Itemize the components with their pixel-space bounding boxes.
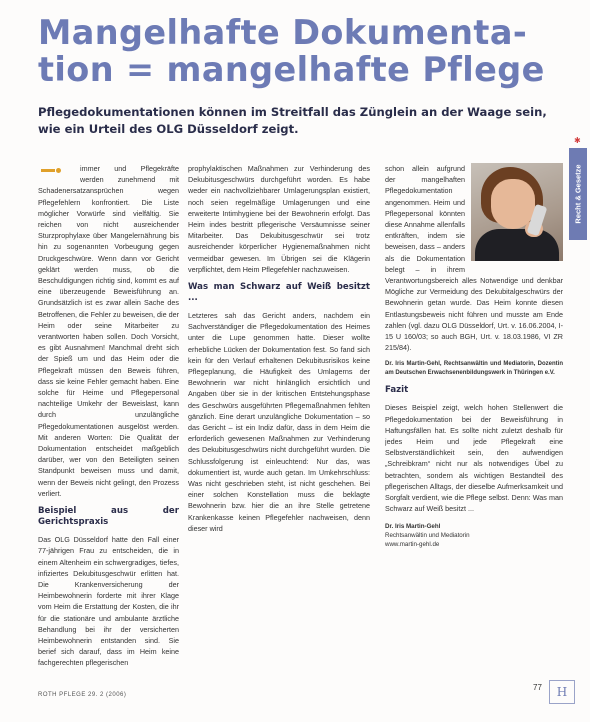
paragraph: [38, 163, 179, 499]
magazine-logo-icon: H: [549, 680, 575, 704]
paragraph: Das OLG Düsseldorf hatte den Fall einer 77-jährigen Frau zu entscheiden, die in einem Altenheim ein schwergradiges, tiefes, infiziertes Dekubitusgeschwür erlitten hat. Die Krankenversicherung der Heimbewohnerin forderte mit ihrer Klage vom Heim die Erstattung der Kosten, die ihr für die stationäre und ambulante ärztliche Behandlung bei ihr der versicherten Heimbewohnerin entstanden sind. Sie berief sich darauf, dass im Heim keine fachgerechten pflegerischen: [38, 535, 179, 668]
paragraph: prophylaktischen Maßnahmen zur Verhinderung des Dekubitusgeschwürs durchgeführt worden. Es habe weder ein nachvollziehbarer Umlagerungsplan existiert, noch seien regelmäßige Umlagerungen und eine erweiterte Intimhygiene bei der Bewohnerin erfolgt. Das Heim indes bestritt pflegerische Versäumnisse seiner Mitarbeiter. Das Dekubitusgeschwür sei trotz ausreichender körperlicher Hygienemaßnahmen nicht vermeidbar gewesen. Im Übrigen sei die Klägerin verpflichtet, dem Heim Pflegefehler nachzuweisen.: [188, 164, 370, 274]
paragraph: Dieses Beispiel zeigt, welch hohen Stellenwert die Pflegedokumentation bei der Beweisführung in Haftungsfällen hat. Es sollte nicht zuletzt deshalb für jedes Heim und jede Pflegekraft eine Selbstverständlichkeit sein, den aufwendigen „Schreibkram“ nicht nur als notwendiges Übel zu betrachten, sondern als wichtigen Bestandteil des pflegerischen Alltags, der dieselbe Aufmerksamkeit und Sorgfalt verdient, wie die Pflege selbst. Denn: Was man Schwarz auf Weiß besitzt ...: [385, 403, 563, 514]
column-2: [188, 163, 370, 668]
section-heading: Was man Schwarz auf Weiß besitzt ...: [188, 282, 370, 304]
section-heading: Beispiel aus der Gerichtspraxis: [38, 506, 179, 528]
intro-text: immer und Pflegekräfte werden zunehmend mit Schadenersatzansprüchen wegen Pflegefehlern konfrontiert. Die Liste möglicher Vorwürfe sind vielfältig. Sie reichen von nicht ausreichender Sturzprophylaxe über Mangelernährung bis hin zu sogenannten Vorbeugung gegen Druckgeschwüre. Wenn dann vor Gericht geklärt werden muss, ob die Beschuldigungen richtig sind, kommt es auf eine überzeugende Beweisführung an. Grundsätzlich ist es zwar allein Sache des Betroffenen, die Fehler zu beweisen, die der Heim oder seine Mitarbeiter zu verantworten haben sollen. Doch Vorsicht, es gibt Ausnahmen! Manchmal dreht sich der Spieß um und das Heim oder die Pflegekraft müssen den Beweis führen, dass sie keine Fehler gemacht haben. Eine solche für Heime und Pflegepersonal nachteilige Umkehr der Beweislast, kann durch unzulängliche Pflegedokumentationen ausgelöst werden. Mit anderen Worten: Die Qualität der Dokumentation entscheidet maßgeblich darüber, wer von den Beteiligten seinen Standpunkt beweisen muss und damit, wenn der Beweis nicht gelingt, den Prozess verliert.: [38, 164, 179, 498]
photo-caption: Dr. Iris Martin-Gehl, Rechtsanwältin und Mediatorin, Dozentin am Deutschen Erwachsenenbildungswerk in Thüringen e.V.: [385, 361, 563, 377]
journal-footer: ROTH PFLEGE 29. 2 (2006): [38, 692, 127, 698]
author-photo: [471, 163, 563, 261]
page-number: 77: [533, 683, 542, 692]
star-icon: ✱: [574, 136, 581, 145]
paragraph: Letzteres sah das Gericht anders, nachdem ein Sachverständiger die Pflegedokumentation des Heimes unter die Lupe genommen hatte. Dieser wollte erhebliche Lücken der Dokumentation fest. So fand sich kein für den Verlauf erhaltenen Dekubitusrisikos keine Pflegeplanung, die Häufigkeit des Umlagerns der Bewohnerin war nicht hinlänglich ersichtlich und Angaben über sie in der kritischen Entstehungsphase des Geschwürs ausgeführten Pflegemaßnahmen fehlten gänzlich. Eine derart unzulängliche Dokumentation – so das Gericht – ist ein Indiz dafür, dass in dem Heim die erforderlich gewesenen Maßnahmen zur Verhinderung des Dekubitusgeschwürs nicht durchgeführt wurden. Die Schlussfolgerung ist einleuchtend: Nur das, was dokumentiert ist, wurde auch getan. Im Umkehrschluss: Was nicht geschrieben steht, ist nicht geschehen. Bei einer solchen Konstellation muss die beklagte Bewohnerin bzw. hier die an ihre Stelle getretene Krankenkasse keinen Pflegefehler nachweisen, denn dieser wird: [188, 311, 370, 533]
article-subtitle: Pflegedokumentationen können im Streitfall das Zünglein an der Waage sein, wie ein Urteil des OLG Düsseldorf zeigt.: [38, 105, 547, 136]
signature-url[interactable]: www.martin-gehl.de: [385, 541, 440, 549]
author-signature: [385, 522, 563, 549]
section-tab-label: Recht & Gesetze: [573, 164, 583, 224]
section-tab: [569, 136, 587, 240]
article-title: Mangelhafte Dokumenta- tion = mangelhafte Pflege: [38, 13, 545, 89]
paragraph: schon allein aufgrund der mangelhaften Pflegedokumentation angenommen. Heim und Pflegepersonal könnten diese Annahme allenfalls entkräften, indem sie beweisen, dass – anders als die Dokumentation belegt – in ihrem Verantwortungsbereich alles Notwendige und denkbar Mögliche zur Vermeidung des Dekubitalgeschwürs der Bewohnerin getan wurde. Das Heim konnte diesen Entlastungsbeweis nicht führen und musste am Ende zahlen (vgl. dazu OLG Düsseldorf, Urt. v. 16.06.2004, I-15 U 160/03; so auch BGH, Urt. v. 18.03.1986, VI ZR 215/84).: [385, 164, 563, 353]
column-1: [38, 163, 179, 668]
section-heading: Fazit: [385, 385, 409, 396]
signature-name: Dr. Iris Martin-Gehl: [385, 523, 441, 531]
signature-role: Rechtsanwältin und Mediatorin: [385, 532, 470, 540]
column-3: [385, 163, 563, 668]
drop-cap-icon: [38, 164, 76, 176]
